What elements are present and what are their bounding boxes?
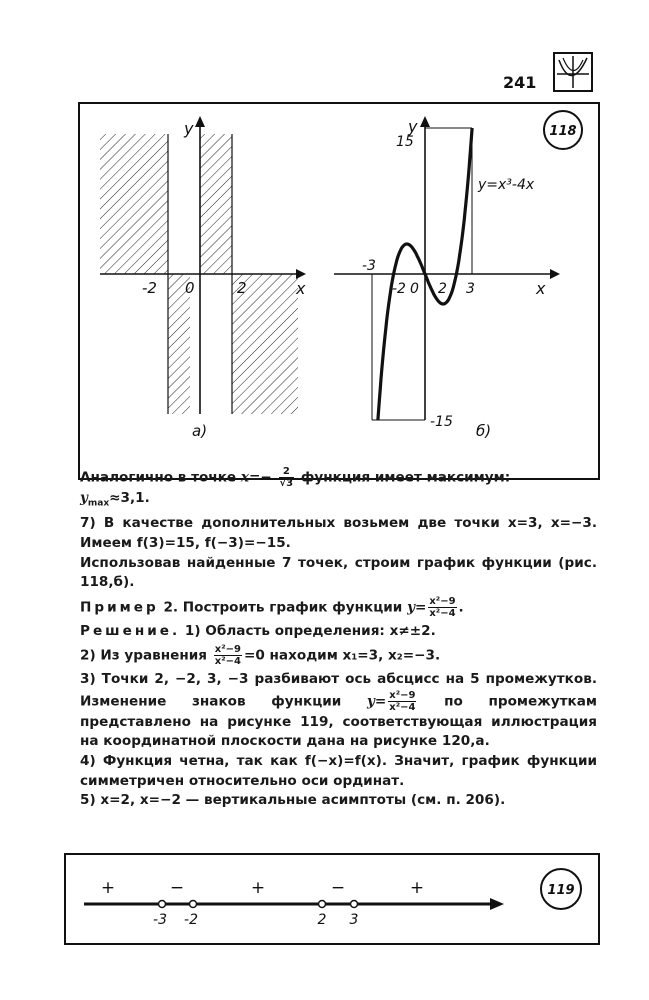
panel-b-y-label: y [408,117,418,136]
fraction-2-sqrt3: $\frac{2}{√3}$ [279,466,294,489]
solution-text: 1) Область определения: x≠±2. [184,622,436,639]
para-1-mid: функция имеет максимум: [300,469,511,486]
panel-a-tick: -2 [142,279,157,297]
para-2: 7) В качестве дополнительных возьмем две точки x=3, x=−3. Имеем f(3)=15, f(−3)=−15. [80,515,597,551]
point-label: -2 [184,912,198,928]
number-line-arrow [490,898,504,910]
excluded-point [351,901,358,908]
figure-119-label: 119 [547,883,575,898]
para-8: 4) Функция четна, так как f(−x)=f(x). Значит, график функции симметричен относительно оси ординат. [80,753,597,789]
panel-a-x-label: x [296,279,306,298]
para-7-y: y= [366,693,387,710]
panel-b-tick: 0 [410,281,419,297]
figure-118 [78,102,600,480]
panel-a-tick: 2 [237,279,247,297]
sign-interval-5: + [409,878,425,898]
para-6-end: =0 находим x₁=3, x₂=−3. [243,647,441,664]
excluded-point [319,901,326,908]
hatched-region-left [100,134,168,274]
panel-b-tick: 3 [466,281,475,297]
sign-interval-4: − [330,878,346,898]
fraction-example: $\frac{\text{x²−9}}{\text{x²−4}}$ [429,595,456,619]
panel-b-tick-y-top: 15 [396,134,414,150]
example-label: Пример [80,599,159,616]
panel-b-tick-y-bottom: -15 [430,414,453,430]
page-number: 241 [503,73,537,92]
sign-interval-2: − [169,878,185,898]
example-y: y= [407,599,427,616]
example-text: 2. Построить график функции [163,599,403,616]
hatched-region-center-high [200,134,232,274]
example-end: . [458,599,464,616]
figure-118-label: 118 [549,124,577,139]
para-3: Использовав найденные 7 точек, строим график функции (рис. 118,б). [80,554,597,591]
para-1-end: ≈3,1. [109,490,150,506]
para-6-start: 2) Из уравнения [80,647,208,664]
para-1-start: Аналогично в точке [80,469,237,486]
graph-corner-icon [553,52,593,92]
panel-a-caption: а) [192,422,208,440]
figure-119-frame [65,854,599,944]
body-text [80,466,597,811]
excluded-point [190,901,197,908]
panel-b-tick: 2 [438,281,447,297]
panel-b-tick: -2 [392,281,406,297]
para-7-end: по промежуткам представлено на рисунке 119, соответствующая иллюстрация на координатной плоскости дана на рисунке 120,а. [80,693,598,750]
panel-a-graph [100,116,306,440]
para-7-start: 3) Точки 2, −2, 3, −3 разбивают ось абсцисс на 5 промежутков. Изменение знаков функции [80,671,597,710]
point-label: 2 [317,912,327,928]
para-1-x: x=− [240,469,272,486]
excluded-point [159,901,166,908]
solution-label: Решение. [80,622,181,639]
panel-b-x-label: x [536,279,546,298]
panel-b-graph [334,116,560,440]
panel-b-caption: б) [476,422,492,440]
sign-interval-1: + [100,878,116,898]
figure-119 [64,853,600,945]
panel-a-tick: 0 [185,279,195,297]
panel-a-y-label: y [184,119,194,138]
fraction-equation: $\frac{\text{x²−9}}{\text{x²−4}}$ [214,644,241,668]
point-label: -3 [153,912,167,928]
ymax-symbol: y [80,490,88,506]
panel-b-tick-x-left: -3 [362,258,376,274]
function-label: y=x³-4x [478,177,535,193]
fraction-function: $\frac{\text{x²−9}}{\text{x²−4}}$ [389,689,416,713]
para-9: 5) x=2, x=−2 — вертикальные асимптоты (см. п. 206). [80,792,506,809]
sign-interval-3: + [250,878,266,898]
point-label: 3 [349,912,359,928]
ymax-subscript: max [87,498,110,509]
